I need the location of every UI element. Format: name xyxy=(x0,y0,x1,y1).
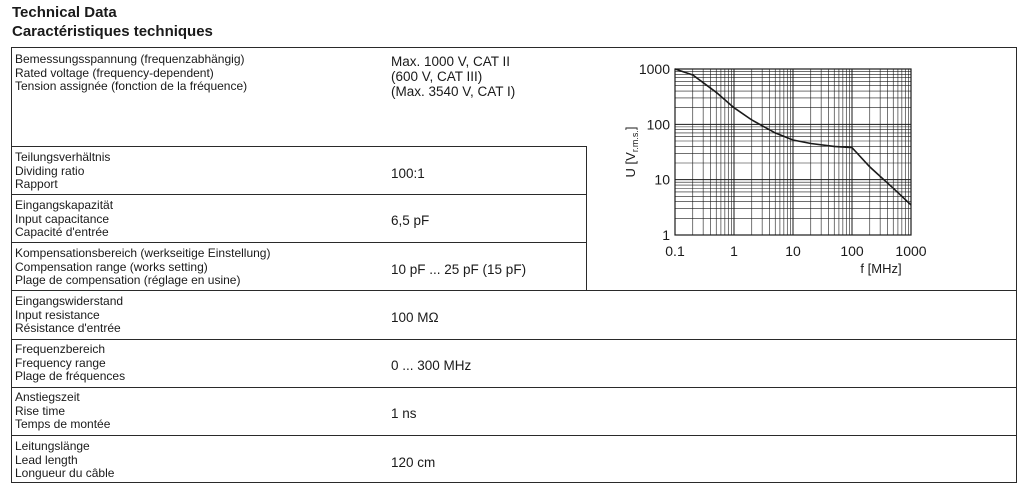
page-title: Technical Data xyxy=(12,4,117,21)
y-tick-label: 1 xyxy=(662,227,670,243)
x-tick-label: 1000 xyxy=(895,243,927,259)
x-tick-label: 10 xyxy=(785,243,801,259)
spec-value-input-resistance: 100 MΩ xyxy=(391,310,439,325)
row-divider xyxy=(11,146,587,147)
row-divider xyxy=(11,387,1017,388)
spec-label-frequency-range: Frequenzbereich Frequency range Plage de fréquences xyxy=(15,342,126,383)
spec-label-compensation-range: Kompensationsbereich (werkseitige Einstellung) Compensation range (works setting) Plage de compensation (réglage en usine) xyxy=(15,246,271,287)
spec-value-lead-length: 120 cm xyxy=(391,455,436,470)
spec-label-lead-length: Leitungslänge Lead length Longueur du câble xyxy=(15,439,115,480)
x-tick-label: 1 xyxy=(730,243,738,259)
column-divider xyxy=(586,146,587,291)
y-tick-label: 100 xyxy=(646,116,670,133)
row-divider xyxy=(11,435,1017,436)
spec-value-rated-voltage: Max. 1000 V, CAT II (600 V, CAT III) (Max. 3540 V, CAT I) xyxy=(391,54,516,99)
spec-label-rated-voltage: Bemessungsspannung (frequenzabhängig) Rated voltage (frequency-dependent) Tension assignée (fonction de la fréquence) xyxy=(15,52,248,93)
page-subtitle: Caractéristiques techniques xyxy=(12,23,213,40)
spec-label-dividing-ratio: Teilungsverhältnis Dividing ratio Rapport xyxy=(15,150,111,191)
spec-value-dividing-ratio: 100:1 xyxy=(391,166,425,181)
row-divider xyxy=(11,339,1017,340)
spec-value-frequency-range: 0 ... 300 MHz xyxy=(391,358,472,373)
x-tick-label: 100 xyxy=(840,243,864,259)
spec-value-rise-time: 1 ns xyxy=(391,406,417,421)
row-divider xyxy=(11,242,587,243)
row-divider xyxy=(11,194,587,195)
y-axis-ticks xyxy=(639,61,670,243)
voltage-frequency-chart xyxy=(620,55,950,285)
x-axis-ticks xyxy=(665,243,927,259)
x-axis-label: f [MHz] xyxy=(860,261,902,276)
x-tick-label: 0.1 xyxy=(665,243,685,259)
spec-value-compensation-range: 10 pF ... 25 pF (15 pF) xyxy=(391,262,527,277)
y-axis-label: U $[V_{r.m.s.}]$ xyxy=(623,126,640,178)
y-tick-label: 10 xyxy=(654,171,670,188)
spec-label-rise-time: Anstiegszeit Rise time Temps de montée xyxy=(15,390,111,431)
spec-label-input-resistance: Eingangswiderstand Input resistance Résistance d'entrée xyxy=(15,294,124,335)
spec-value-input-capacitance: 6,5 pF xyxy=(391,213,430,228)
chart-grid xyxy=(675,69,911,235)
row-divider xyxy=(11,290,1017,291)
spec-label-input-capacitance: Eingangskapazität Input capacitance Capacité d'entrée xyxy=(15,198,114,239)
y-tick-label: 1000 xyxy=(638,61,670,77)
